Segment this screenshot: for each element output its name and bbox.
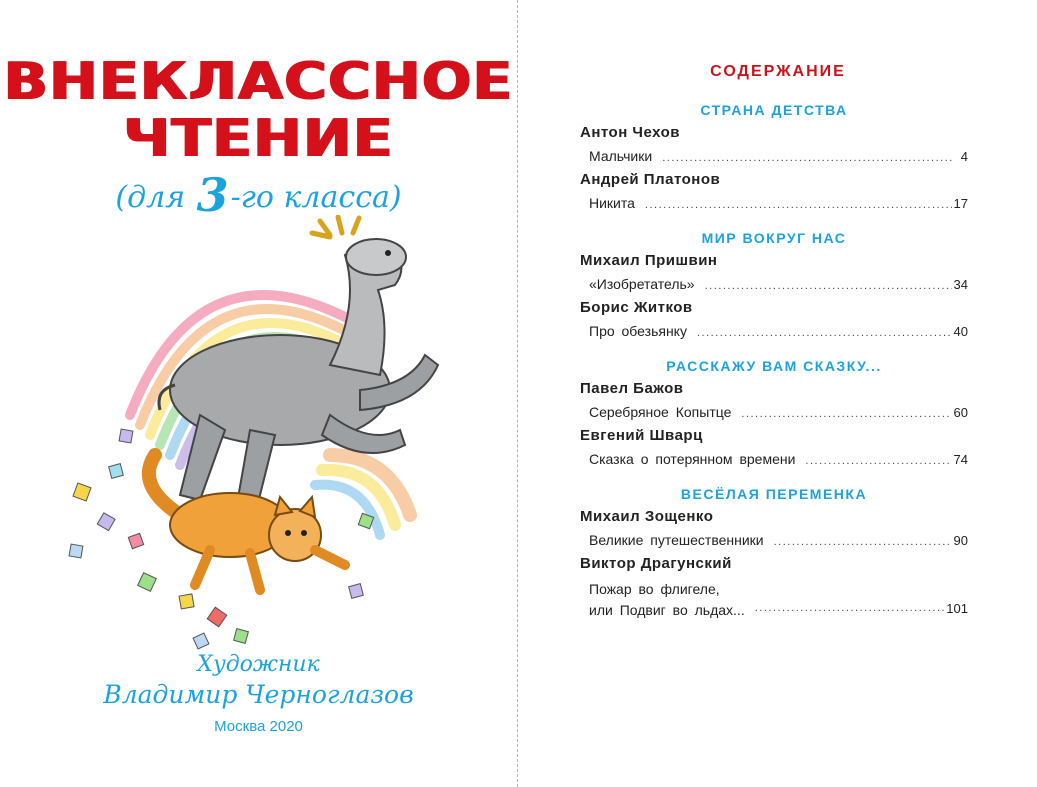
toc-entry[interactable]: [580, 319, 968, 344]
entry-page-number: 60: [953, 405, 968, 420]
entry-title: Про обезьянку: [589, 323, 687, 339]
entry-page-number: 4: [960, 149, 968, 164]
section-heading: МИР ВОКРУГ НАС: [701, 230, 847, 246]
author-name: Виктор Драгунский: [580, 555, 732, 572]
contents-page: [519, 0, 1037, 787]
author-name: Антон Чехов: [580, 124, 680, 141]
subtitle-prefix: (для: [115, 180, 186, 215]
entry-title: Мальчики: [589, 148, 653, 164]
section-heading: СТРАНА ДЕТСТВА: [700, 102, 848, 118]
leader-dots: [705, 274, 952, 299]
leader-dots: [662, 146, 954, 171]
entry-title: «Изобретатель»: [589, 276, 695, 292]
author-name: Михаил Зощенко: [580, 508, 714, 525]
toc-entry[interactable]: [580, 144, 968, 169]
entry-page-number: 40: [953, 324, 968, 339]
toc-entry[interactable]: [580, 528, 968, 553]
toc-entry[interactable]: [580, 272, 968, 297]
leader-dots: [645, 193, 952, 218]
book-subtitle: [0, 168, 517, 222]
entry-page-number: 74: [953, 452, 968, 467]
entry-page-number: 101: [946, 601, 968, 616]
author-name: Павел Бажов: [580, 380, 684, 397]
author-name: Борис Житков: [580, 299, 693, 316]
toc-entry[interactable]: [580, 400, 968, 425]
entry-title-line-1: Пожар во флигеле,: [589, 581, 720, 597]
title-page: [0, 0, 518, 787]
artist-name: Владимир Черноглазов: [103, 680, 414, 709]
deer-cat-rainbow-illustration: [60, 215, 460, 655]
book-title-line-1: ВНЕКЛАССНОЕ: [3, 52, 514, 112]
entry-page-number: 17: [953, 196, 968, 211]
entry-title: Серебряное Копытце: [589, 404, 732, 420]
artist-label: Художник: [197, 652, 320, 677]
entry-title: Сказка о потерянном времени: [589, 451, 796, 467]
leader-dots: [697, 321, 952, 346]
contents-title: СОДЕРЖАНИЕ: [710, 63, 846, 80]
entry-title: Никита: [589, 195, 635, 211]
leader-dots: [774, 530, 952, 555]
subtitle-grade-number: 3: [196, 168, 229, 222]
entry-title-line-2: или Подвиг во льдах...: [589, 602, 745, 618]
leader-dots: [805, 449, 951, 474]
subtitle-suffix: -го класса): [230, 180, 402, 215]
leader-dots: [741, 402, 951, 427]
entry-page-number: 90: [953, 533, 968, 548]
toc-entry[interactable]: [580, 191, 968, 216]
entry-page-number: 34: [953, 277, 968, 292]
contents-list: [580, 100, 968, 623]
book-title-line-2: ЧТЕНИЕ: [123, 109, 394, 169]
publication-city-year: Москва 2020: [214, 718, 303, 735]
author-name: Евгений Шварц: [580, 427, 703, 444]
toc-entry[interactable]: [580, 447, 968, 472]
deer-icon: [159, 217, 438, 515]
section-heading: ВЕСЁЛАЯ ПЕРЕМЕНКА: [680, 486, 868, 502]
entry-title: [589, 579, 745, 621]
author-name: Андрей Платонов: [580, 171, 721, 188]
section-heading: РАССКАЖУ ВАМ СКАЗКУ...: [666, 358, 882, 374]
leader-dots: [755, 596, 945, 621]
toc-entry[interactable]: [580, 575, 968, 623]
author-name: Михаил Пришвин: [580, 252, 718, 269]
entry-title: Великие путешественники: [589, 532, 764, 548]
